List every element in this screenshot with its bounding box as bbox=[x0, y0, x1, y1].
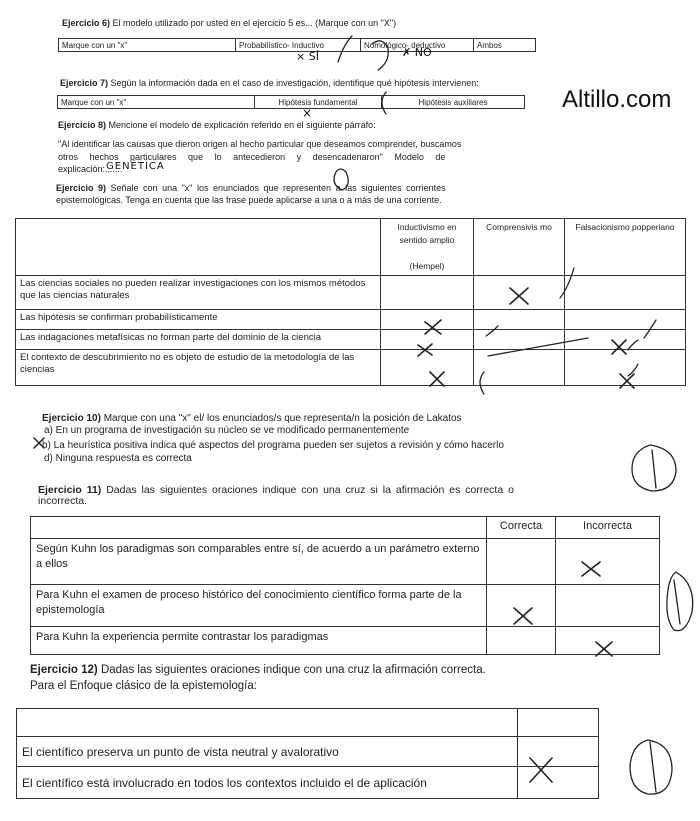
ex7-text: Según la información dada en el caso de investigación, identifique qué hipótesis intervienen: bbox=[108, 78, 479, 88]
ex8-text: Mencione el modelo de explicación referido en el siguiente párrafo: bbox=[106, 120, 376, 130]
ex9-row4-comprensivismo[interactable] bbox=[474, 350, 565, 386]
ex8-quote-line3: explicación:....... bbox=[58, 164, 123, 174]
ex11-title: Ejercicio 11) bbox=[38, 484, 102, 496]
ex9-header-hempel: (Hempel) bbox=[409, 261, 445, 271]
ex7-table bbox=[57, 95, 525, 109]
site-logo: Altillo.com bbox=[562, 86, 672, 113]
ex12-header-empty bbox=[17, 709, 518, 737]
ex12-statement bbox=[30, 664, 486, 677]
ex6-cell-nomo[interactable]: Nomológico- deductivo bbox=[361, 39, 474, 52]
ex9-row1-text: Las ciencias sociales no pueden realizar investigaciones con los mismos métodos que las ciencias naturales bbox=[16, 276, 381, 310]
ex6-statement bbox=[62, 18, 396, 29]
ex8-title: Ejercicio 8) bbox=[58, 120, 107, 130]
ex11-header-incorrecta: Incorrecta bbox=[556, 517, 660, 539]
ex9-row4-falsacionismo[interactable] bbox=[565, 350, 686, 386]
ex9-header-empty bbox=[16, 219, 381, 276]
ex11-header-correcta: Correcta bbox=[487, 517, 556, 539]
ex11-row2-text: Para Kuhn el examen de proceso histórico del conocimiento científico forma parte de la epistemología bbox=[31, 585, 487, 627]
ex9-text1: Señale con una "x" los enunciados que representen a las siguientes corrientes bbox=[106, 183, 446, 193]
ex8-quote-line1: "Al identificar las causas que dieron origen al hecho particular que deseamos comprender, buscamos bbox=[58, 139, 462, 149]
ex9-header-inductivismo: Inductivismo en sentido amplio (Hempel) bbox=[381, 219, 474, 276]
ex7-title: Ejercicio 7) bbox=[60, 78, 109, 88]
grade-circle-3 bbox=[630, 740, 672, 794]
ex7-cell-label: Marque con un "x" bbox=[58, 96, 255, 109]
ex12-title: Ejercicio 12) bbox=[30, 664, 98, 676]
ex9-row2-falsacionismo[interactable] bbox=[565, 310, 686, 330]
ex10-option-a[interactable]: a) En un programa de investigación su núcleo se ve modificado permanentemente bbox=[44, 425, 410, 436]
ex9-row3-comprensivismo[interactable] bbox=[474, 330, 565, 350]
ex12-row1-mark[interactable] bbox=[518, 737, 599, 767]
ex9-row2-text: Las hipótesis se confirman probabilísticamente bbox=[16, 310, 381, 330]
ex9-row3-inductivismo[interactable] bbox=[381, 330, 474, 350]
ex9-row2-inductivismo[interactable] bbox=[381, 310, 474, 330]
ex10-title: Ejercicio 10) bbox=[42, 413, 101, 424]
ex9-row1-inductivismo[interactable] bbox=[381, 276, 474, 310]
ex9-header-falsacionismo: Falsacionismo popperiano bbox=[565, 219, 686, 276]
grade-circle-2 bbox=[667, 572, 693, 631]
ex6-text: El modelo utilizado por usted en el ejercicio 5 es... (Marque con un "X") bbox=[110, 18, 397, 28]
ex9-row4-text: El contexto de descubrimiento no es objeto de estudio de la metodología de las ciencias bbox=[16, 350, 381, 386]
grade-circle-1 bbox=[632, 445, 676, 491]
ex6-title: Ejercicio 6) bbox=[62, 18, 111, 28]
ex9-statement-line2: epistemológicas. Tenga en cuenta que las frase puede aplicarse a una o a más de una corriente. bbox=[56, 195, 442, 205]
ex12-row2-mark[interactable] bbox=[518, 767, 599, 799]
ex6-mark-si: × SÍ bbox=[296, 50, 319, 63]
ex9-row4-inductivismo[interactable] bbox=[381, 350, 474, 386]
ex10-option-d[interactable]: d) Ninguna respuesta es correcta bbox=[44, 453, 192, 464]
ex11-header-empty bbox=[31, 517, 487, 539]
ex11-row1-text: Según Kuhn los paradigmas son comparables entre sí, de acuerdo a un parámetro externo a ellos bbox=[31, 539, 487, 585]
ex6-cell-ambos[interactable]: Ambos bbox=[474, 39, 536, 52]
ex9-header-comprensivismo: Comprensivis mo bbox=[474, 219, 565, 276]
ex12-subtitle: Para el Enfoque clásico de la epistemología: bbox=[30, 680, 257, 692]
ex7-cell-aux[interactable]: Hipótesis auxiliares bbox=[382, 96, 525, 109]
ex7-mark: × bbox=[302, 106, 313, 120]
ex6-mark-no: ✗ NO bbox=[402, 46, 432, 59]
ex6-cell-prob[interactable]: Probabilístico- Inductivo bbox=[236, 39, 361, 52]
ex11-row3-text: Para Kuhn la experiencia permite contrastar los paradigmas bbox=[31, 627, 487, 655]
ex9-table bbox=[15, 218, 686, 386]
ex11-statement-line1 bbox=[38, 484, 514, 496]
ex9-statement-line1 bbox=[56, 183, 446, 194]
ex9-row3-falsacionismo[interactable] bbox=[565, 330, 686, 350]
ex12-row1-text: El científico preserva un punto de vista neutral y avalorativo bbox=[17, 737, 518, 767]
ex8-answer: GENÉTICA bbox=[106, 161, 165, 172]
ex9-row1-comprensivismo[interactable] bbox=[474, 276, 565, 310]
ex12-text: Dadas las siguientes oraciones indique con una cruz la afirmación correcta. bbox=[97, 664, 486, 676]
ex12-header-mark bbox=[518, 709, 599, 737]
ex12-table bbox=[16, 708, 599, 799]
ex12-row2-text: El científico está involucrado en todos los contextos incluido el de aplicación bbox=[17, 767, 518, 799]
ex11-statement-line2: incorrecta. bbox=[38, 495, 88, 507]
ex7-statement bbox=[60, 78, 479, 89]
ex11-row2-incorrecta[interactable] bbox=[556, 585, 660, 627]
ex8-statement bbox=[58, 120, 376, 131]
ex6-cell-label: Marque con un "x" bbox=[59, 39, 236, 52]
ex7-cell-fund[interactable]: Hipótesis fundamental bbox=[255, 96, 382, 109]
ex11-row3-correcta[interactable] bbox=[487, 627, 556, 655]
ex11-row1-incorrecta[interactable] bbox=[556, 539, 660, 585]
ex9-title: Ejercicio 9) bbox=[56, 183, 107, 193]
ex11-row3-incorrecta[interactable] bbox=[556, 627, 660, 655]
ex11-row1-correcta[interactable] bbox=[487, 539, 556, 585]
ex11-row2-correcta[interactable] bbox=[487, 585, 556, 627]
ex9-row3-text: Las indagaciones metafísicas no forman parte del dominio de la ciencia bbox=[16, 330, 381, 350]
ex11-table bbox=[30, 516, 660, 655]
ex8-quote-line2: otros hechos particulares que lo antecedieron y desencadenaron" Modelo de bbox=[58, 152, 446, 162]
ex10-option-b[interactable]: b) La heurística positiva indica qué aspectos del programa pueden ser sujetos a revisión y cómo hacerlo bbox=[42, 440, 504, 451]
ex10-statement bbox=[42, 413, 462, 424]
ex9-row1-falsacionismo[interactable] bbox=[565, 276, 686, 310]
ex10-text: Marque con una "x" el/ los enunciados/s que representa/n la posición de Lakatos bbox=[100, 413, 462, 424]
ex11-text1: Dadas las siguientes oraciones indique con una cruz si la afirmación es correcta o bbox=[101, 484, 514, 496]
ex9-row2-comprensivismo[interactable] bbox=[474, 310, 565, 330]
